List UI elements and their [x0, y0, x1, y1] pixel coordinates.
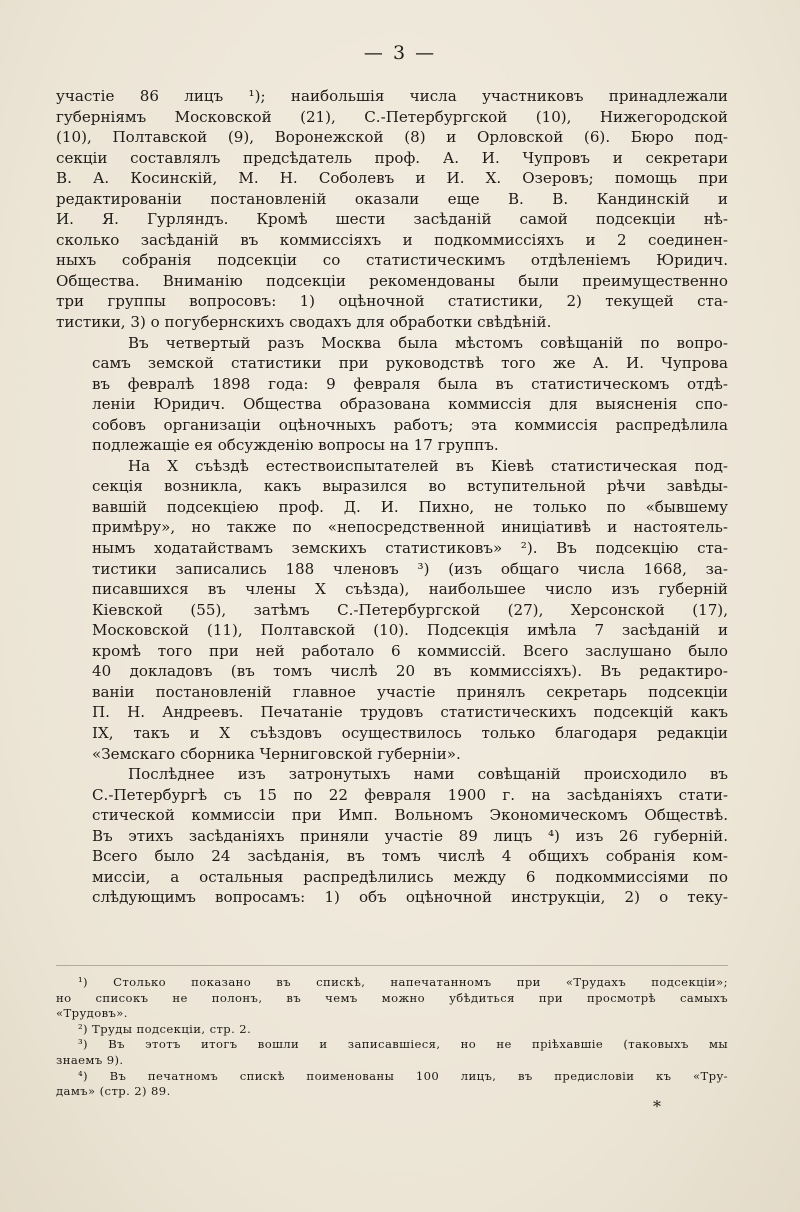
page-number: — 3 —: [363, 42, 437, 64]
text-line: слѣдующимъ вопросамъ: 1) объ оцѣночной инструкціи, 2) о теку-: [92, 888, 728, 907]
main-text: [56, 86, 728, 908]
text-line: вавшій подсекціею проф. Д. И. Пихно, не только по «бывшему: [92, 497, 728, 516]
footnote-line: но списокъ не полонъ, въ чемъ можно убѣдиться при просмотрѣ самыхъ: [56, 990, 728, 1005]
text-line: На X съѣздѣ естествоиспытателей въ Кіевѣ статистическая под-: [128, 456, 728, 475]
signature-mark: *: [653, 1097, 661, 1116]
text-line: Послѣднее изъ затронутыхъ нами совѣщаній происходило въ: [128, 765, 728, 784]
footnote-line: ³) Въ этотъ итогъ вошли и записавшіеся, но не пріѣхавшіе (таковыхъ мы: [78, 1037, 728, 1052]
paragraph-3: [56, 456, 728, 764]
footnote-line: ¹) Столько показано въ спискѣ, напечатанномъ при «Трудахъ подсекціи»;: [78, 975, 728, 989]
text-line: Въ этихъ засѣданіяхъ приняли участіе 89 лицъ ⁴) изъ 26 губерній.: [92, 826, 728, 845]
text-line: Московской (11), Полтавской (10). Подсекція имѣла 7 засѣданій и: [92, 621, 728, 640]
text-line: участіе 86 лицъ ¹); наибольшія числа участниковъ принадлежали: [56, 87, 728, 105]
text-line: «Земскаго сборника Черниговской губерніи».: [92, 744, 461, 763]
text-line: С.-Петербургѣ съ 15 по 22 февраля 1900 г. на засѣданіяхъ стати-: [92, 785, 728, 804]
text-line: сколько засѣданій въ коммиссіяхъ и подкоммиссіяхъ и 2 соединен-: [56, 230, 728, 249]
footnote-line: «Трудовъ».: [56, 1006, 128, 1021]
text-line: самъ земской статистики при руководствѣ того же А. И. Чупрова: [92, 354, 728, 373]
text-line: И. Я. Гурляндъ. Кромѣ шести засѣданій самой подсекціи нѣ-: [56, 210, 728, 229]
paragraph-4: [56, 764, 728, 908]
footnote-line: дамъ» (стр. 2) 89.: [56, 1084, 171, 1099]
text-line: леніи Юридич. Общества образована коммиссія для выясненія спо-: [92, 395, 728, 414]
text-line: Кіевской (55), затѣмъ С.-Петербургской (27), Херсонской (17),: [92, 600, 728, 619]
footnotes: [56, 975, 728, 1100]
text-line: секціи составлялъ предсѣдатель проф. А. И. Чупровъ и секретари: [56, 148, 728, 167]
text-line: стической коммиссіи при Имп. Вольномъ Экономическомъ Обществѣ.: [92, 806, 728, 825]
text-line: примѣру», но также по «непосредственной иниціативѣ и настоятель-: [92, 518, 728, 537]
text-line: Всего было 24 засѣданія, въ томъ числѣ 4 общихъ собранія ком-: [92, 847, 728, 866]
text-line: нымъ ходатайствамъ земскихъ статистиковъ» ²). Въ подсекцію ста-: [92, 539, 728, 558]
text-line: В. А. Косинскій, М. Н. Соболевъ и И. Х. Озеровъ; помощь при: [56, 169, 728, 188]
text-line: писавшихся въ члены X съѣзда), наибольшее число изъ губерній: [92, 580, 728, 599]
footnote-3: [56, 1037, 728, 1068]
footnote-4: [56, 1069, 728, 1100]
text-line: IX, такъ и X съѣздовъ осуществилось только благодаря редакціи: [92, 723, 728, 742]
text-line: ваніи постановленій главное участіе принялъ секретарь подсекціи: [92, 682, 728, 701]
footnote-line: ²) Труды подсекціи, стр. 2.: [78, 1021, 252, 1036]
footnote-line: знаемъ 9).: [56, 1052, 124, 1067]
text-line: П. Н. Андреевъ. Печатаніе трудовъ статистическихъ подсекцій какъ: [92, 703, 728, 722]
text-line: ныхъ собранія подсекціи со статистическимъ отдѣленіемъ Юридич.: [56, 251, 728, 270]
text-line: миссіи, а остальныя распредѣлились между 6 подкоммиссіями по: [92, 867, 728, 886]
text-line: редактированіи постановленій оказали еще В. В. Кандинскій и: [56, 189, 728, 208]
text-line: 40 докладовъ (въ томъ числѣ 20 въ коммиссіяхъ). Въ редактиро-: [92, 662, 728, 681]
text-line: (10), Полтавской (9), Воронежской (8) и Орловской (6). Бюро под-: [56, 128, 728, 147]
text-line: тистики, 3) о погубернскихъ сводахъ для обработки свѣдѣній.: [56, 313, 552, 332]
text-line: Въ четвертый разъ Москва была мѣстомъ совѣщаній по вопро-: [128, 333, 728, 352]
footnote-1: [56, 975, 728, 1022]
paragraph-2: [56, 333, 728, 456]
text-line: кромѣ того при ней работало 6 коммиссій. Всего заслушано было: [92, 641, 728, 660]
footnote-divider: [56, 965, 728, 967]
text-line: въ февралѣ 1898 года: 9 февраля была въ статистическомъ отдѣ-: [92, 374, 728, 393]
text-line: тистики записались 188 членовъ ³) (изъ общаго числа 1668, за-: [92, 559, 728, 578]
text-line: собовъ организаціи оцѣночныхъ работъ; эта коммиссія распредѣлила: [92, 415, 728, 434]
text-line: губерніямъ Московской (21), С.-Петербургской (10), Нижегородской: [56, 107, 728, 126]
text-line: три группы вопросовъ: 1) оцѣночной статистики, 2) текущей ста-: [56, 292, 728, 311]
text-line: Общества. Вниманію подсекціи рекомендованы были преимущественно: [56, 271, 728, 290]
text-line: секція возникла, какъ выразился во вступительной рѣчи завѣды-: [92, 477, 728, 496]
paragraph-1: [56, 86, 728, 333]
footnote-2: [56, 1022, 728, 1038]
text-line: подлежащіе ея обсужденію вопросы на 17 группъ.: [92, 436, 499, 455]
footnote-line: ⁴) Въ печатномъ спискѣ поименованы 100 лицъ, въ предисловіи къ «Тру-: [78, 1068, 728, 1083]
